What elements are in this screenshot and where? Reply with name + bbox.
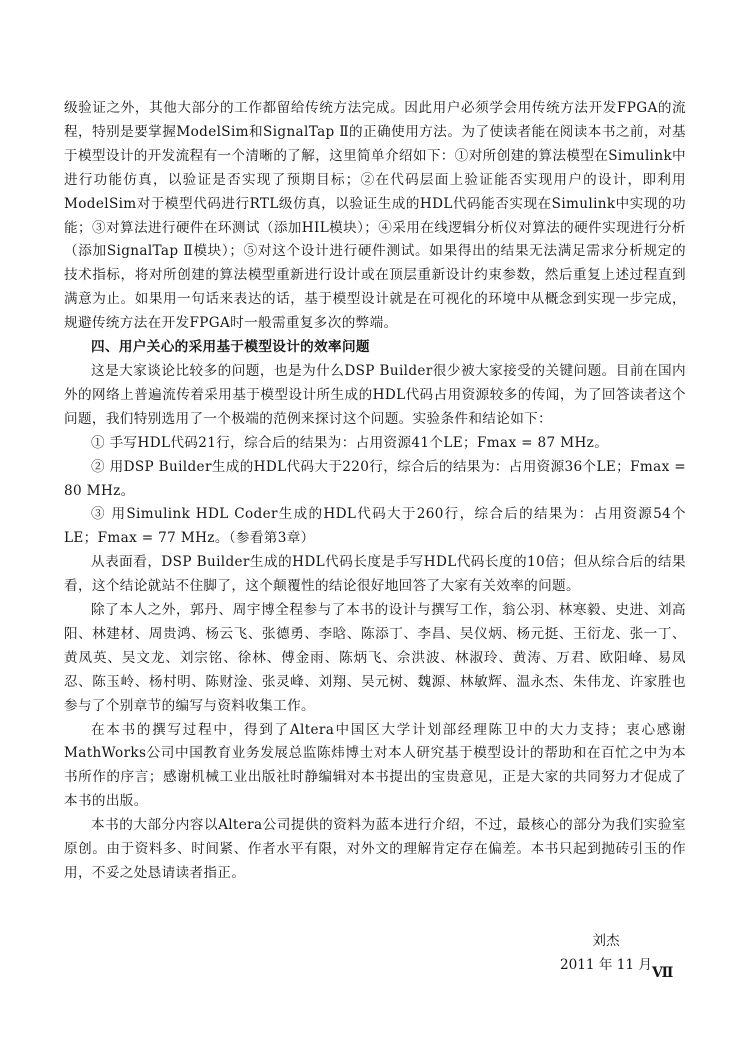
paragraph-conclusion: 从表面看，DSP Builder生成的HDL代码长度是手写HDL代码长度的10倍；但从综合后的结果看，这个结论就站不住脚了，这个颠覆性的结论很好地回答了大家有关效率的问题。 xyxy=(64,554,686,595)
page-number: Ⅶ xyxy=(652,965,675,981)
paragraph-model-design-flow: 级验证之外，其他大部分的工作都留给传统方法完成。因此用户必须学会用传统方法开发FPGA的流程，特别是要掌握ModelSim和SignalTap Ⅱ的正确使用方法。为了使读者能在阅读本书之前，对基于模型设计的开发流程有一个清晰的了解，这里简单介绍如下：①对所创建的算法模型在Simulink中进行功能仿真，以验证是否实现了预期目标；②在代码层面上验证能否实现用户的设计，即利用ModelSim对于模型代码进行RTL级仿真，以验证生成的HDL代码能否实现在Simulink中实现的功能；③对算法进行硬件在环测试（添加HIL模块）；④采用在线逻辑分析仪对算法的硬件实现进行分析（添加SignalTap Ⅱ模块）；⑤对这个设计进行硬件测试。如果得出的结果无法满足需求分析规定的技术指标，将对所创建的算法模型重新进行设计或在顶层重新设计约束参数，然后重复上述过程直到满意为止。如果用一句话来表达的话，基于模型设计就是在可视化的环境中从概念到实现一步完成，规避传统方法在开发FPGA时一般需重复多次的弊端。 xyxy=(64,100,686,332)
section-heading-efficiency: 四、用户关心的采用基于模型设计的效率问题 xyxy=(91,339,370,356)
signature-date: 2011 年 11 月 xyxy=(559,956,652,973)
page-body xyxy=(64,97,686,886)
author-name: 刘杰 xyxy=(592,933,620,949)
paragraph-acknowledgements: 在本书的撰写过程中，得到了Altera中国区大学计划部经理陈卫中的大力支持；衷心感谢MathWorks公司中国教育业务发展总监陈炜博士对本人研究基于模型设计的帮助和在百忙之中为本书所作的序言；感谢机械工业出版社时静编辑对本书提出的宝贵意见，正是大家的共同努力才促成了本书的出版。 xyxy=(64,721,686,810)
paragraph-contributors: 除了本人之外，郭丹、周宇博全程参与了本书的设计与撰写工作，翁公羽、林寒毅、史进、刘高阳、林建材、周贵鸿、杨云飞、张德勇、李晗、陈添丁、李昌、吴仪炳、杨元挺、王衍龙、张一丁、黄凤英、吴文龙、刘宗铭、徐林、傅金雨、陈炳飞、佘洪波、林淑玲、黄涛、万君、欧阳峰、易凤忍、陈玉岭、杨村明、陈财淦、张灵峰、刘翔、吴元树、魏源、林敏辉、温永杰、朱伟龙、许家胜也参与了个别章节的编写与资料收集工作。 xyxy=(64,602,686,714)
result-item-1: ① 手写HDL代码21行，综合后的结果为：占用资源41个LE；Fmax = 87 MHz。 xyxy=(91,434,609,451)
signature-block xyxy=(560,930,652,978)
paragraph-efficiency-intro: 这是大家谈论比较多的问题，也是为什么DSP Builder很少被大家接受的关键问题。目前在国内外的网络上普遍流传着采用基于模型设计所生成的HDL代码占用资源较多的传闻，为了回答读者这个问题，我们特别选用了一个极端的范例来探讨这个问题。实验条件和结论如下： xyxy=(64,362,686,427)
result-item-2: ② 用DSP Builder生成的HDL代码大于220行，综合后的结果为：占用资源36个LE；Fmax = 80 MHz。 xyxy=(64,458,686,499)
paragraph-closing: 本书的大部分内容以Altera公司提供的资料为蓝本进行介绍，不过，最核心的部分为我们实验室原创。由于资料多、时间紧、作者水平有限，对外文的理解肯定存在偏差。本书只起到抛砖引玉的作用，不妥之处恳请读者指正。 xyxy=(64,817,686,881)
result-item-3: ③ 用Simulink HDL Coder生成的HDL代码大于260行，综合后的结果为：占用资源54个LE；Fmax = 77 MHz。（参看第3章） xyxy=(64,506,686,547)
